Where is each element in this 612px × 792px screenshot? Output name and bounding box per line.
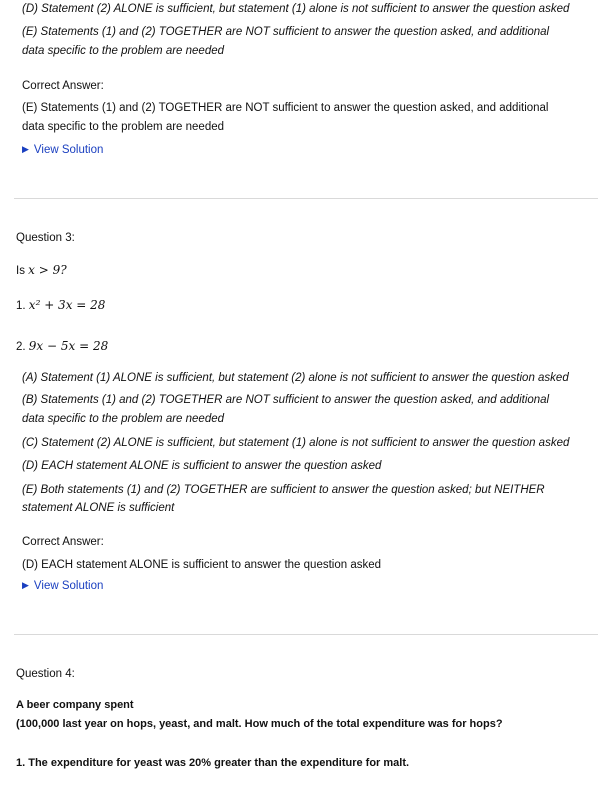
q4-title: Question 4: [16, 668, 75, 680]
q3-prompt-math: x > 9? [28, 263, 67, 277]
q4-statement-1: 1. The expenditure for yeast was 20% greater than the expenditure for malt. [16, 757, 410, 769]
q3-view-solution-link[interactable] [22, 580, 103, 592]
q2-answer-line2: data specific to the problem are needed [22, 121, 225, 133]
q3-option-b-line1: (B) Statements (1) and (2) TOGETHER are NOT sufficient to answer the question asked, and additional [22, 394, 550, 406]
play-triangle-icon: ▶ [22, 580, 29, 590]
q3-s1-math: x² + 3x = 28 [28, 298, 106, 312]
q3-prompt-is: Is [16, 265, 25, 277]
q3-s1-num: 1. [16, 300, 26, 312]
q3-prompt [16, 263, 67, 277]
q2-option-d: (D) Statement (2) ALONE is sufficient, but statement (1) alone is not sufficient to answer the question asked [22, 3, 570, 15]
q3-option-e-line1: (E) Both statements (1) and (2) TOGETHER are sufficient to answer the question asked; but NEITHER [22, 484, 545, 496]
q3-correct-answer-label: Correct Answer: [22, 536, 104, 548]
q3-title: Question 3: [16, 232, 75, 244]
q3-statement-2 [16, 339, 108, 353]
play-triangle-icon: ▶ [22, 144, 29, 154]
q3-statement-1 [16, 298, 105, 312]
divider [14, 198, 598, 199]
q3-option-a: (A) Statement (1) ALONE is sufficient, but statement (2) alone is not sufficient to answer the question asked [22, 372, 569, 384]
divider [14, 634, 598, 635]
q3-option-d: (D) EACH statement ALONE is sufficient to answer the question asked [22, 460, 382, 472]
q4-line2: (100,000 last year on hops, yeast, and malt. How much of the total expenditure was for hops? [16, 718, 503, 730]
q3-s2-math: 9x − 5x = 28 [28, 339, 109, 353]
q4-line1: A beer company spent [16, 699, 134, 711]
q3-option-e-line2: statement ALONE is sufficient [22, 502, 175, 514]
q2-view-solution-label: View Solution [33, 144, 104, 156]
q3-option-c: (C) Statement (2) ALONE is sufficient, but statement (1) alone is not sufficient to answer the question asked [22, 437, 570, 449]
q2-answer-line1: (E) Statements (1) and (2) TOGETHER are NOT sufficient to answer the question asked, and additional [22, 102, 549, 114]
q2-option-e-line1: (E) Statements (1) and (2) TOGETHER are NOT sufficient to answer the question asked, and additional [22, 26, 550, 38]
q2-correct-answer-label: Correct Answer: [22, 80, 104, 92]
q3-view-solution-label: View Solution [33, 580, 104, 592]
q3-answer: (D) EACH statement ALONE is sufficient to answer the question asked [22, 559, 382, 571]
q2-option-e-line2: data specific to the problem are needed [22, 45, 225, 57]
q3-option-b-line2: data specific to the problem are needed [22, 413, 225, 425]
q2-view-solution-link[interactable] [22, 144, 103, 156]
q3-s2-num: 2. [16, 341, 26, 353]
